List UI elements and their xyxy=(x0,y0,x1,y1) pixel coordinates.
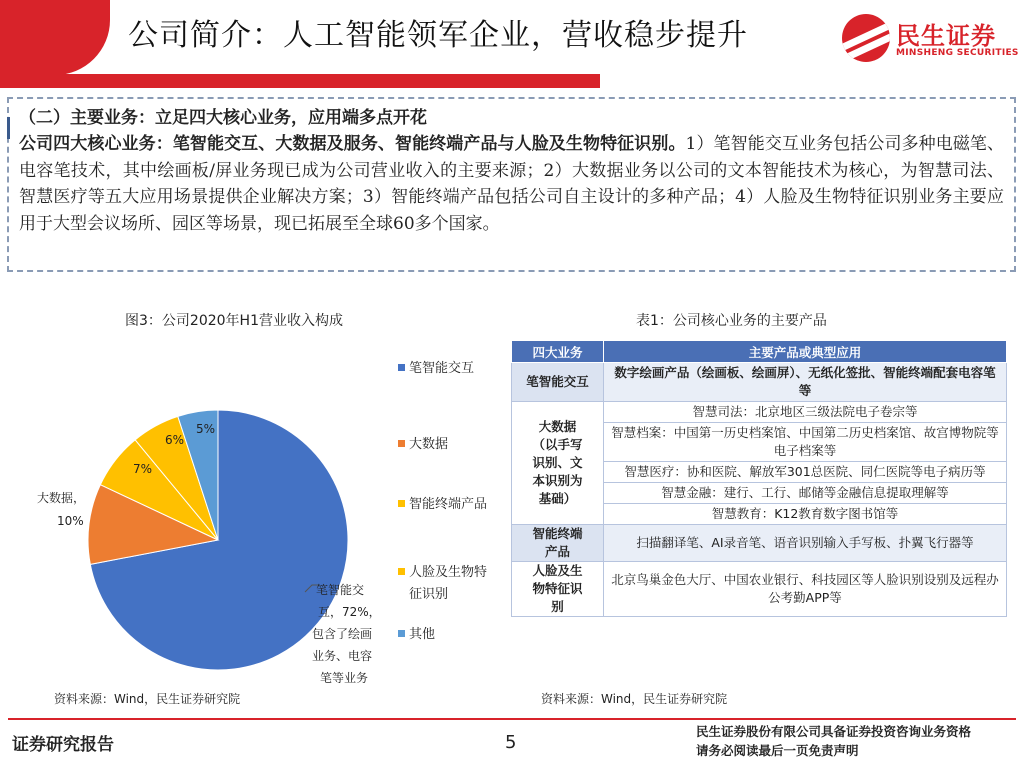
legend-item xyxy=(398,358,508,434)
legend-item xyxy=(398,434,508,494)
pie-label-pen-1: 笔智能交 xyxy=(316,583,365,597)
pie-label-face: 6% xyxy=(165,433,185,447)
legend-swatch xyxy=(398,500,405,507)
table-product-cell: 智慧教育：K12教育数字图书馆等 xyxy=(604,504,1007,525)
table-product-cell: 智慧金融：建行、工行、邮储等金融信息提取理解等 xyxy=(604,483,1007,504)
pie-label-terminal: 7% xyxy=(133,462,153,476)
table-category-cell: 笔智能交互 xyxy=(512,363,604,402)
header-accent xyxy=(0,0,110,75)
legend-swatch xyxy=(398,364,405,371)
pie-label-bigdata-name: 大数据， xyxy=(37,491,86,505)
disclaimer-line: 民生证券股份有限公司具备证券投资咨询业务资格 xyxy=(696,724,972,739)
table-product-cell: 数字绘画产品（绘画板、绘画屏）、无纸化签批、智能终端配套电容笔等 xyxy=(604,363,1007,402)
pie-label-pen-5: 笔等业务 xyxy=(320,671,369,685)
table-row xyxy=(512,363,1007,402)
table-row xyxy=(512,562,1007,617)
table-title: 表1：公司核心业务的主要产品 xyxy=(636,313,827,329)
pie-label-pen-4: 业务、电容 xyxy=(312,649,373,663)
table-header-cell: 四大业务 xyxy=(512,341,604,363)
summary-box xyxy=(7,97,1016,272)
legend-swatch xyxy=(398,440,405,447)
footer-rule xyxy=(8,718,1016,720)
company-logo xyxy=(842,6,1022,76)
legend-swatch xyxy=(398,630,405,637)
table-category-cell: 智能终端产品 xyxy=(512,525,604,562)
pie-label-bigdata-pct: 10% xyxy=(57,514,84,528)
logo-icon xyxy=(842,14,890,62)
legend-label: 其他 xyxy=(409,627,436,642)
table-row xyxy=(512,402,1007,423)
summary-marker xyxy=(7,117,10,139)
legend-item xyxy=(398,494,508,562)
footer-disclaimer xyxy=(696,722,971,760)
summary-body xyxy=(19,131,1004,237)
table-product-cell: 智慧档案：中国第一历史档案馆、中国第二历史档案馆、故宫博物院等电子档案等 xyxy=(604,423,1007,462)
summary-lead: 公司四大核心业务：笔智能交互、大数据及服务、智能终端产品与人脸及生物特征识别。 xyxy=(19,134,686,154)
legend-label: 智能终端产品 xyxy=(409,497,488,512)
legend-label: 人脸及生物特征识别 xyxy=(409,565,488,602)
summary-text: 1）笔智能交互业务包括公司多种电磁笔、电容笔技术，其中绘画板/屏业务现已成为公司营业收入的主要来源；2）大数据业务以公司的文本智能技术为核心，为智慧司法、智慧医疗等五大应用场景提供企业解决方案；3）智能终端产品包括公司自主设计的多种产品；4）人脸及生物特征识别业务主要应用于大型会议场所、园区等场景，现已拓展至全球60多个国家。 xyxy=(19,134,1004,234)
page-title: 公司简介：人工智能领军企业，营收稳步提升 xyxy=(128,18,748,53)
table-header-row xyxy=(512,341,1007,363)
logo-text-cn: 民生证券 xyxy=(896,22,996,50)
pie-label-pen-3: 包含了绘画 xyxy=(312,627,373,641)
page-number: 5 xyxy=(505,732,517,753)
legend-label: 笔智能交互 xyxy=(409,361,475,376)
legend-item xyxy=(398,624,508,646)
disclaimer-line: 请务必阅读最后一页免责声明 xyxy=(696,743,859,758)
figure-source: 资料来源：Wind，民生证券研究院 xyxy=(54,692,241,706)
pie-label-other: 5% xyxy=(196,422,216,436)
figure-title: 图3：公司2020年H1营业收入构成 xyxy=(125,313,343,329)
table-category-cell: 大数据（以手写识别、文本识别为基础） xyxy=(512,402,604,525)
logo-text-en: MINSHENG SECURITIES xyxy=(896,48,1019,58)
table-source: 资料来源：Wind，民生证券研究院 xyxy=(541,692,728,706)
table-product-cell: 智慧司法：北京地区三级法院电子卷宗等 xyxy=(604,402,1007,423)
table-header-cell: 主要产品或典型应用 xyxy=(604,341,1007,363)
table-product-cell: 扫描翻译笔、AI录音笔、语音识别输入手写板、扑翼飞行器等 xyxy=(604,525,1007,562)
table-category-cell: 人脸及生物特征识别 xyxy=(512,562,604,617)
header-rule xyxy=(0,74,600,88)
legend-item xyxy=(398,562,508,624)
pie-legend xyxy=(398,358,508,646)
table-product-cell: 北京鸟巢金色大厅、中国农业银行、科技园区等人脸识别设别及远程办公考勤APP等 xyxy=(604,562,1007,617)
business-table xyxy=(511,340,1007,617)
table-row xyxy=(512,525,1007,562)
footer-report-label: 证券研究报告 xyxy=(12,735,114,755)
legend-swatch xyxy=(398,568,405,575)
table-product-cell: 智慧医疗：协和医院、解放军301总医院、同仁医院等电子病历等 xyxy=(604,462,1007,483)
summary-title: （二）主要业务：立足四大核心业务，应用端多点开花 xyxy=(19,108,427,128)
legend-label: 大数据 xyxy=(409,437,449,452)
pie-label-pen-2: 互，72%， xyxy=(318,605,381,619)
